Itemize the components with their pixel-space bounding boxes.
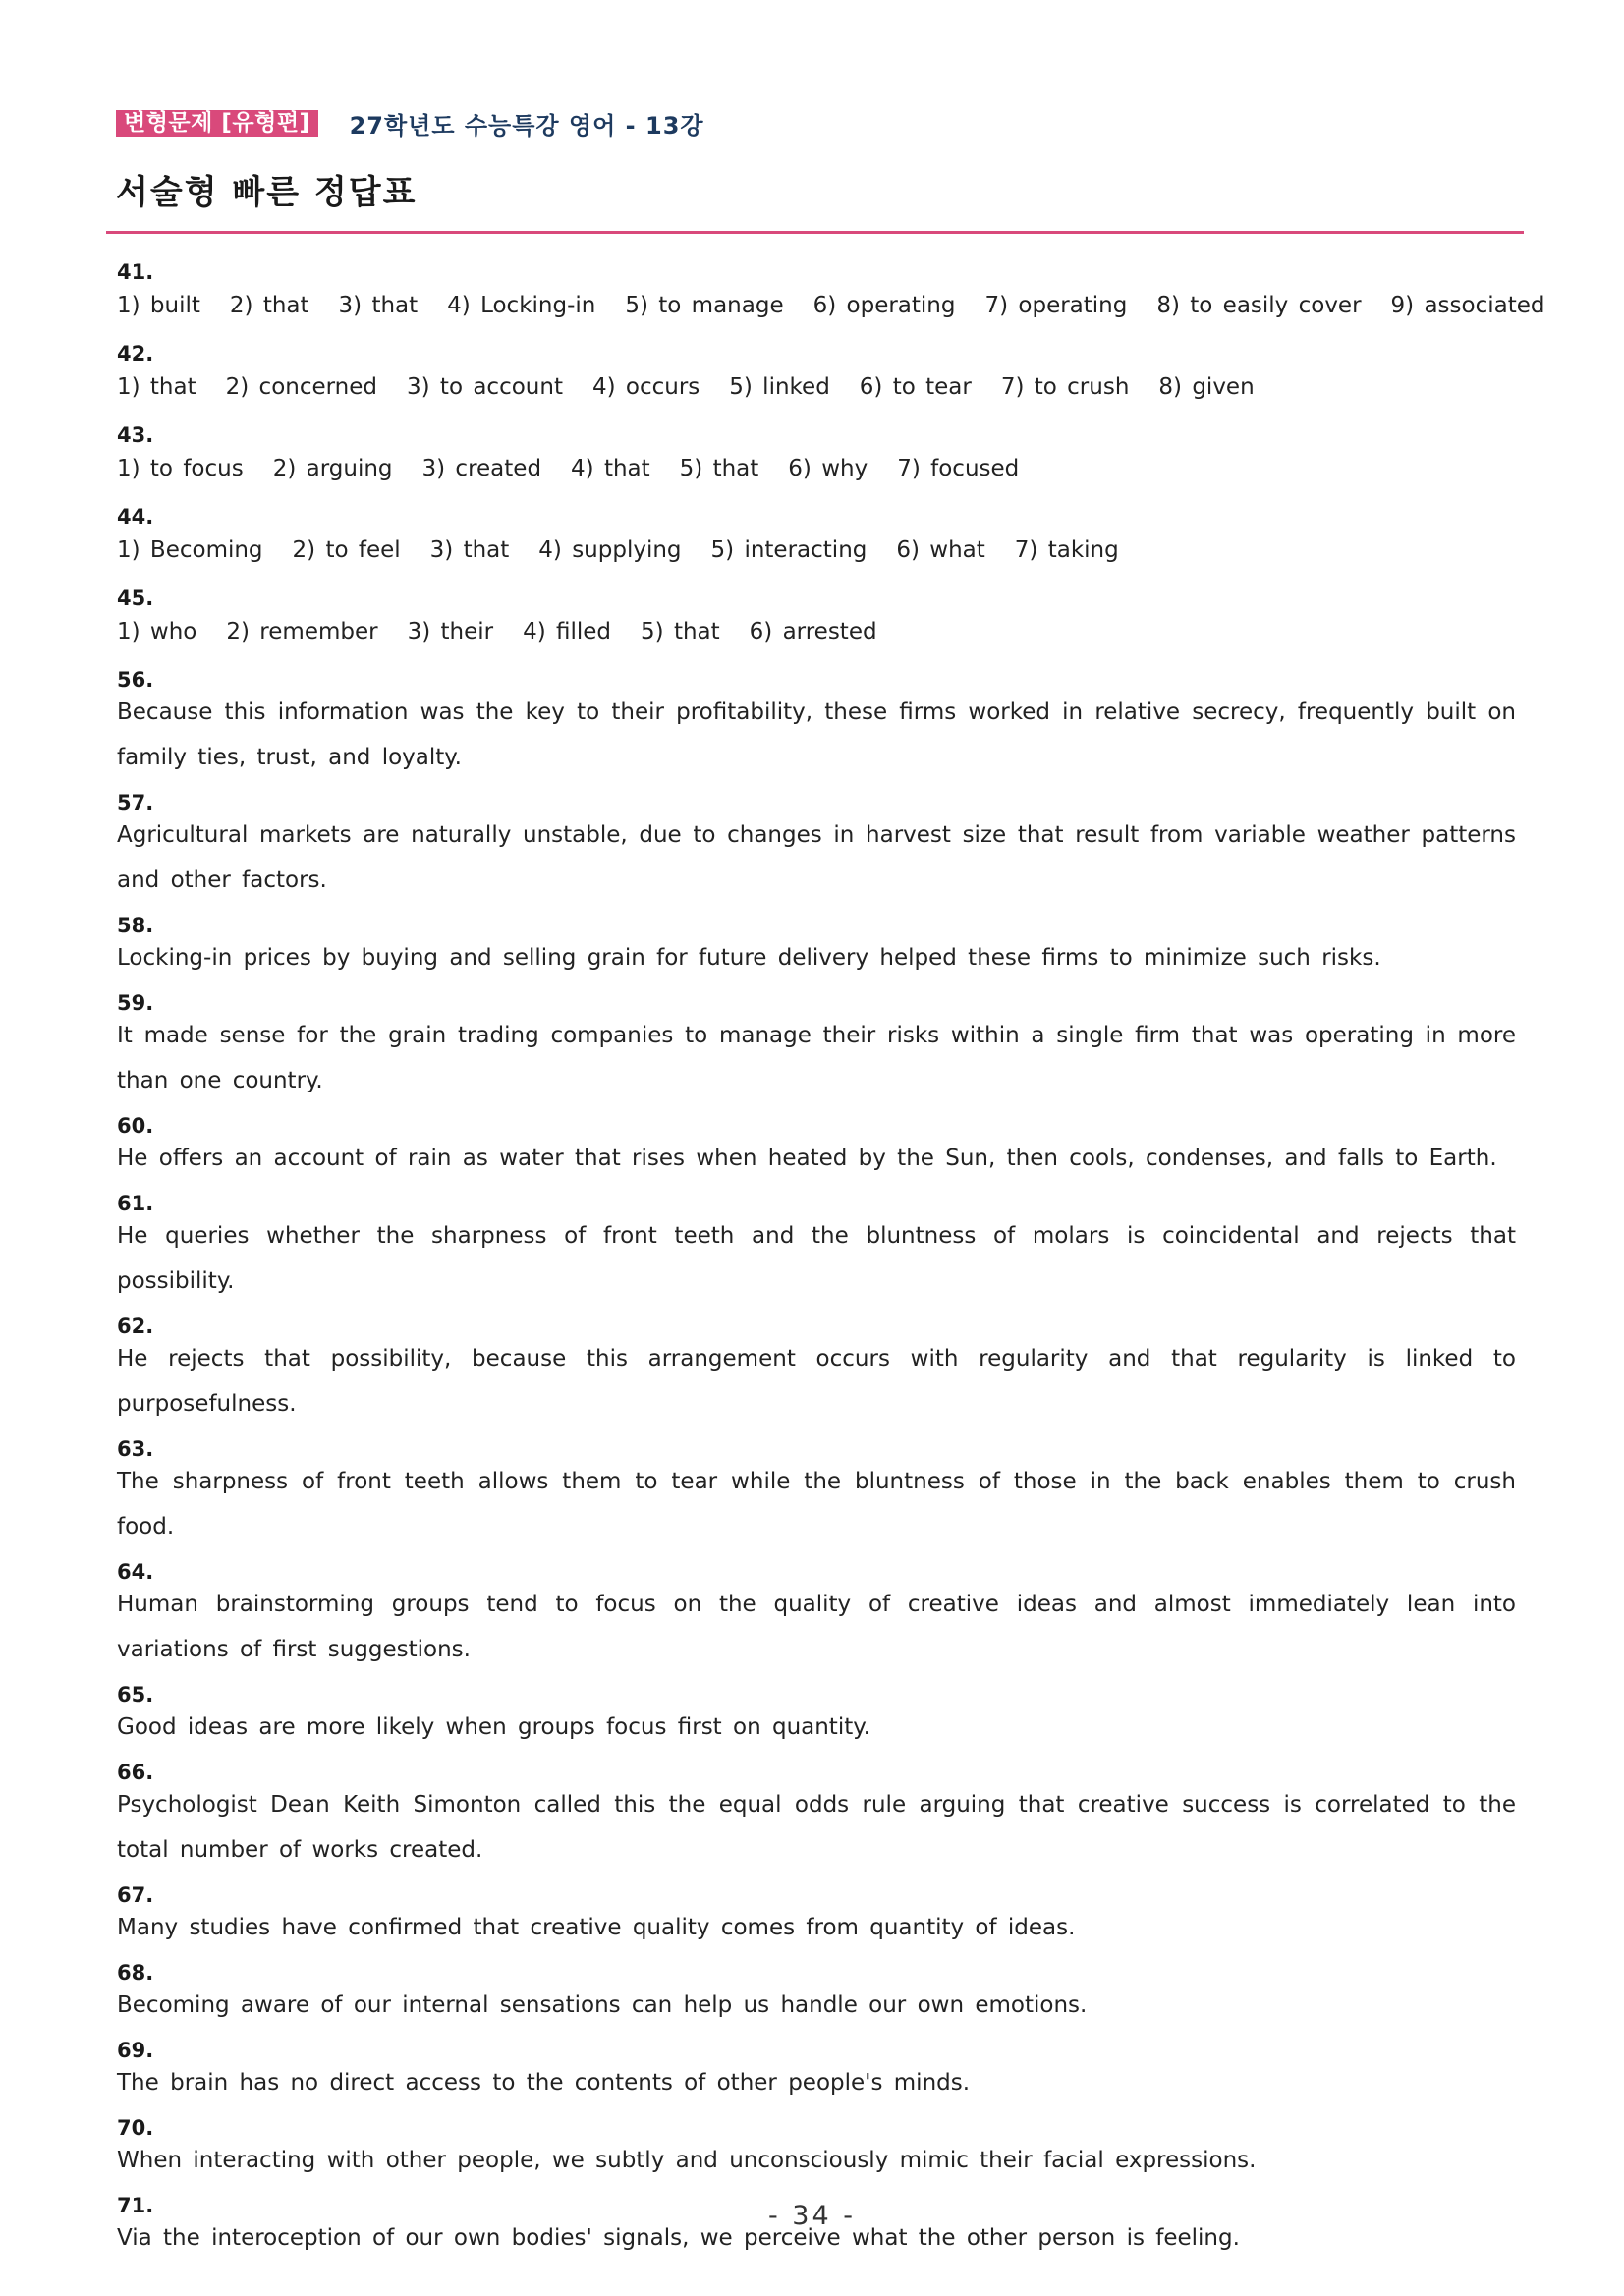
blank-answer: 2) arguing <box>272 456 393 481</box>
blank-answer: 1) that <box>117 374 196 400</box>
question-number: 68. <box>117 1961 154 1985</box>
question-number: 63. <box>117 1437 154 1461</box>
answer-sentence: Psychologist Dean Keith Simonton called this the equal odds rule arguing that creative success is correlated to the total number of works created. <box>117 1792 1516 1863</box>
blank-answer: 5) that <box>641 619 720 644</box>
blank-answer: 6) arrested <box>749 619 877 644</box>
blank-answer: 4) that <box>571 456 650 481</box>
blank-answer: 3) their <box>407 619 494 644</box>
question-number: 67. <box>117 1883 154 1907</box>
blank-answer: 4) occurs <box>591 374 700 400</box>
sentence-answer-section <box>117 665 1516 2261</box>
blank-answer: 5) interacting <box>710 537 868 563</box>
answer-line <box>117 369 1516 420</box>
question-number: 65. <box>117 1683 154 1707</box>
question-number: 57. <box>117 791 154 814</box>
short-answer-item <box>117 502 1516 584</box>
blank-answer: 2) to feel <box>292 537 401 563</box>
header <box>116 106 704 140</box>
blank-answer: 5) linked <box>729 374 830 400</box>
short-answer-section <box>117 257 1545 665</box>
sentence-answer-item <box>117 2036 1516 2105</box>
answer-sentence: Good ideas are more likely when groups focus first on quantity. <box>117 1714 870 1740</box>
blank-answer: 7) to crush <box>1000 374 1130 400</box>
answer-sentence: He offers an account of rain as water that rises when heated by the Sun, then cools, condenses, and falls to Earth. <box>117 1146 1497 1171</box>
answer-sentence: Many studies have confirmed that creative quality comes from quantity of ideas. <box>117 1915 1076 1940</box>
question-number: 43. <box>117 423 154 447</box>
answer-sentence: Because this information was the key to their profitability, these firms worked in relative secrecy, frequently built on family ties, trust, and loyalty. <box>117 700 1516 770</box>
answer-sentence: Human brainstorming groups tend to focus on the quality of creative ideas and almost immediately lean into variations of first suggestions. <box>117 1592 1516 1662</box>
sentence-answer-item <box>117 988 1516 1103</box>
sentence-answer-item <box>117 1189 1516 1304</box>
blank-answer: 4) Locking-in <box>447 293 596 318</box>
question-number: 64. <box>117 1560 154 1584</box>
answer-sentence: He rejects that possibility, because this arrangement occurs with regularity and that regularity is linked to purposefulness. <box>117 1346 1516 1417</box>
question-number: 62. <box>117 1315 154 1338</box>
answer-sentence: Agricultural markets are naturally unstable, due to changes in harvest size that result from variable weather patterns and other factors. <box>117 822 1516 893</box>
sentence-answer-item <box>117 1680 1516 1750</box>
question-number: 58. <box>117 914 154 937</box>
sentence-answer-item <box>117 665 1516 780</box>
blank-answer: 8) given <box>1158 374 1255 400</box>
answer-sentence: The sharpness of front teeth allows them to tear while the bluntness of those in the back enables them to crush food. <box>117 1469 1516 1540</box>
sentence-answer-item <box>117 1880 1516 1950</box>
category-badge: 변형문제 [유형편] <box>116 110 318 137</box>
sentence-answer-item <box>117 2113 1516 2183</box>
blank-answer: 1) Becoming <box>117 537 263 563</box>
sentence-answer-item <box>117 911 1516 980</box>
blank-answer: 5) to manage <box>625 293 784 318</box>
blank-answer: 6) what <box>896 537 985 563</box>
question-number: 41. <box>117 260 154 284</box>
short-answer-item <box>117 420 1516 502</box>
blank-answer: 3) that <box>429 537 510 563</box>
answer-sentence: It made sense for the grain trading companies to manage their risks within a single firm that was operating in more than one country. <box>117 1023 1516 1093</box>
question-number: 56. <box>117 668 154 692</box>
blank-answer: 3) created <box>421 456 542 481</box>
sentence-answer-item <box>117 1111 1516 1181</box>
title-divider <box>106 231 1524 234</box>
blank-answer: 9) associated <box>1390 293 1545 318</box>
sentence-answer-item <box>117 1958 1516 2028</box>
answer-list <box>117 257 1545 2268</box>
short-answer-item <box>117 584 1516 665</box>
blank-answer: 1) who <box>117 619 197 644</box>
sentence-answer-item <box>117 788 1516 903</box>
blank-answer: 1) built <box>117 293 200 318</box>
question-number: 61. <box>117 1192 154 1215</box>
page-number: - 34 - <box>767 2201 856 2231</box>
short-answer-item <box>117 257 1545 339</box>
blank-answer: 2) remember <box>226 619 378 644</box>
answer-sentence: Via the interoception of our own bodies' signals, we perceive what the other person is feeling. <box>117 2225 1240 2251</box>
answer-sentence: Becoming aware of our internal sensations can help us handle our own emotions. <box>117 1992 1088 2018</box>
sentence-answer-item <box>117 1758 1516 1873</box>
course-title: 27학년도 수능특강 영어 - 13강 <box>349 112 704 140</box>
blank-answer: 6) why <box>788 456 868 481</box>
question-number: 66. <box>117 1761 154 1784</box>
question-number: 60. <box>117 1114 154 1138</box>
answer-sentence: When interacting with other people, we subtly and unconsciously mimic their facial expressions. <box>117 2148 1257 2173</box>
blank-answer: 3) to account <box>407 374 563 400</box>
question-number: 70. <box>117 2116 154 2140</box>
blank-answer: 7) operating <box>984 293 1128 318</box>
blank-answer: 8) to easily cover <box>1156 293 1362 318</box>
answer-line <box>117 614 1516 665</box>
answer-line <box>117 532 1516 584</box>
short-answer-item <box>117 339 1516 420</box>
question-number: 59. <box>117 991 154 1015</box>
answer-sentence: The brain has no direct access to the contents of other people's minds. <box>117 2070 971 2096</box>
sentence-answer-item <box>117 1312 1516 1427</box>
blank-answer: 1) to focus <box>117 456 244 481</box>
page-title: 서술형 빠른 정답표 <box>116 173 418 212</box>
question-number: 71. <box>117 2194 154 2217</box>
blank-answer: 6) operating <box>812 293 956 318</box>
blank-answer: 7) focused <box>897 456 1020 481</box>
question-number: 42. <box>117 342 154 365</box>
answer-sentence: Locking-in prices by buying and selling grain for future delivery helped these firms to minimize such risks. <box>117 945 1381 971</box>
blank-answer: 6) to tear <box>859 374 972 400</box>
sentence-answer-item <box>117 1557 1516 1672</box>
blank-answer: 4) filled <box>523 619 612 644</box>
question-number: 45. <box>117 587 154 610</box>
answer-line <box>117 451 1516 502</box>
answer-sentence: He queries whether the sharpness of front teeth and the bluntness of molars is coincidental and rejects that possibility. <box>117 1223 1516 1294</box>
blank-answer: 7) taking <box>1014 537 1119 563</box>
blank-answer: 4) supplying <box>538 537 682 563</box>
answer-line <box>117 288 1545 339</box>
blank-answer: 2) concerned <box>225 374 378 400</box>
question-number: 69. <box>117 2039 154 2062</box>
blank-answer: 5) that <box>679 456 759 481</box>
sentence-answer-item <box>117 1434 1516 1549</box>
blank-answer: 3) that <box>338 293 419 318</box>
blank-answer: 2) that <box>229 293 309 318</box>
question-number: 44. <box>117 505 154 529</box>
